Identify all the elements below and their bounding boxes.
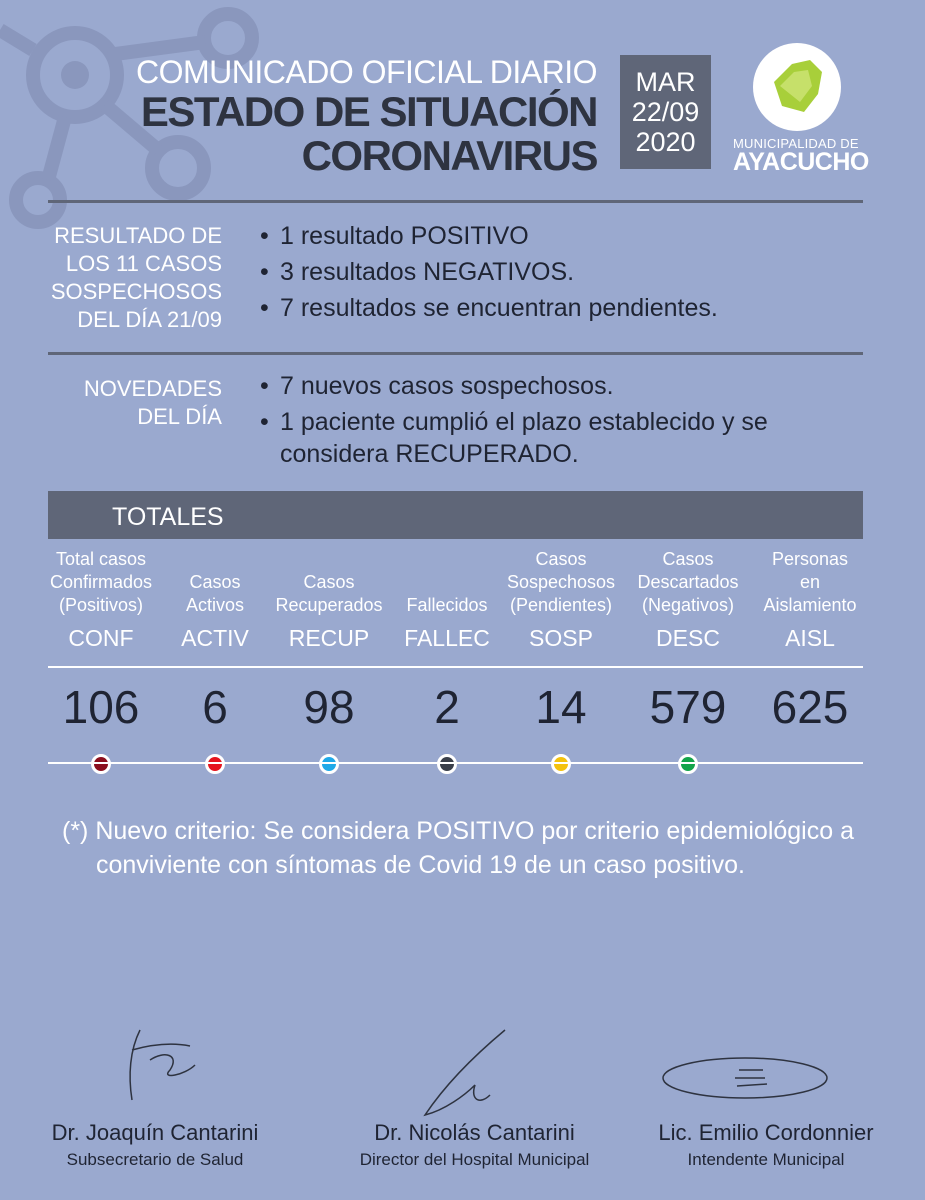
- news-list: [260, 370, 800, 474]
- status-dot-icon: [205, 754, 225, 774]
- signer-title: Subsecretario de Salud: [66, 1150, 244, 1169]
- total-column-activ: [155, 548, 275, 774]
- status-dot-icon: [91, 754, 111, 774]
- column-value: 106: [62, 681, 140, 733]
- label-line: SOSPECHOSOS: [50, 279, 222, 304]
- header-title: ESTADO DE SITUACIÓN: [140, 88, 597, 135]
- divider: [48, 200, 863, 203]
- signature-2-icon: [405, 1025, 525, 1125]
- total-column-desc: [628, 548, 748, 774]
- column-code: ACTIV: [181, 625, 249, 651]
- column-code: RECUP: [288, 625, 370, 651]
- label-line: (Negativos): [641, 595, 735, 615]
- label-line: NOVEDADES: [83, 376, 222, 401]
- signer-title: Director del Hospital Municipal: [359, 1150, 590, 1169]
- total-column-fallec: [387, 548, 507, 774]
- status-dot-icon: [437, 754, 457, 774]
- label-line: Total casos: [55, 549, 147, 569]
- signer-name: Dr. Joaquín Cantarini: [51, 1120, 259, 1145]
- column-label: [628, 548, 748, 617]
- label-line: Fallecidos: [406, 595, 488, 615]
- label-line: Casos: [303, 572, 355, 592]
- date-year: 2020: [635, 127, 696, 157]
- total-column-conf: [41, 548, 161, 774]
- signature-block-2: [337, 1120, 612, 1170]
- divider: [48, 666, 863, 668]
- label-line: RESULTADO DE: [54, 223, 222, 248]
- signature-1-icon: [110, 1020, 210, 1110]
- label-line: Casos: [189, 572, 241, 592]
- label-line: LOS 11 CASOS: [65, 251, 222, 276]
- totals-title: TOTALES: [112, 503, 224, 531]
- results-list: [260, 220, 718, 328]
- list-item: • 7 resultados se encuentran pendientes.: [260, 292, 718, 324]
- signer-name: Dr. Nicolás Cantarini: [374, 1120, 575, 1145]
- signature-block-1: [40, 1120, 270, 1170]
- column-value: 6: [202, 681, 228, 733]
- list-item: • 7 nuevos casos sospechosos.: [260, 370, 800, 402]
- criteria-note: [62, 814, 862, 882]
- label-line: Confirmados: [49, 572, 153, 592]
- header-subtitle: COMUNICADO OFICIAL DIARIO: [135, 54, 597, 90]
- signature-block-3: [650, 1120, 882, 1170]
- column-label: [501, 548, 621, 617]
- column-value: 579: [649, 681, 727, 733]
- total-column-aisl: [750, 548, 870, 734]
- date-weekday: MAR: [635, 67, 696, 97]
- totals-table: [0, 548, 925, 778]
- label-line: (Pendientes): [509, 595, 613, 615]
- status-dot-icon: [319, 754, 339, 774]
- column-value: 2: [434, 681, 460, 733]
- label-line: Casos: [535, 549, 587, 569]
- column-code: FALLEC: [404, 625, 490, 651]
- label-line: Descartados: [637, 572, 739, 592]
- column-value: 14: [535, 681, 587, 733]
- signer-title: Intendente Municipal: [687, 1150, 845, 1169]
- column-label: [41, 548, 161, 617]
- header-title-secondary: CORONAVIRUS: [301, 132, 597, 179]
- status-dot-icon: [551, 754, 571, 774]
- section-news-label: [48, 375, 222, 431]
- list-item: • 1 paciente cumplió el plazo establecido y se considera RECUPERADO.: [260, 406, 800, 470]
- label-line: Sospechosos: [506, 572, 616, 592]
- column-code: CONF: [68, 625, 134, 651]
- column-label: [155, 548, 275, 617]
- total-column-recup: [269, 548, 389, 774]
- status-dot-icon: [678, 754, 698, 774]
- label-line: DEL DÍA: [137, 404, 222, 429]
- label-line: Activos: [185, 595, 245, 615]
- section-results-label: [48, 222, 222, 334]
- total-column-sosp: [501, 548, 621, 774]
- column-code: SOSP: [529, 625, 593, 651]
- label-line: DEL DÍA 21/09: [77, 307, 222, 332]
- list-item: • 1 resultado POSITIVO: [260, 220, 718, 252]
- label-line: Personas: [771, 549, 849, 569]
- label-line: Casos: [662, 549, 714, 569]
- signature-3-icon: [655, 1050, 835, 1120]
- column-code: DESC: [656, 625, 720, 651]
- column-code: AISL: [785, 625, 835, 651]
- column-label: [750, 548, 870, 617]
- date-badge: [620, 55, 711, 169]
- label-line: Recuperados: [275, 595, 383, 615]
- list-item: • 3 resultados NEGATIVOS.: [260, 256, 718, 288]
- column-label: [269, 548, 389, 617]
- divider: [48, 762, 863, 764]
- divider: [48, 352, 863, 355]
- logo-text-municipalidad: MUNICIPALIDAD DE: [733, 136, 859, 151]
- signer-name: Lic. Emilio Cordonnier: [658, 1120, 874, 1145]
- column-value: 98: [303, 681, 355, 733]
- label-line: en: [799, 572, 821, 592]
- label-line: (Positivos): [58, 595, 143, 615]
- column-value: 625: [771, 681, 849, 733]
- note-line: conviviente con síntomas de Covid 19 de un caso positivo.: [96, 851, 745, 879]
- column-label: [387, 548, 507, 617]
- label-line: Aislamiento: [763, 595, 857, 615]
- logo-text-ayacucho: AYACUCHO: [733, 148, 869, 176]
- date-day-month: 22/09: [631, 97, 700, 127]
- note-line: (*) Nuevo criterio: Se considera POSITIVO por criterio epidemiológico a: [62, 817, 854, 845]
- municipality-logo-icon: [752, 42, 842, 132]
